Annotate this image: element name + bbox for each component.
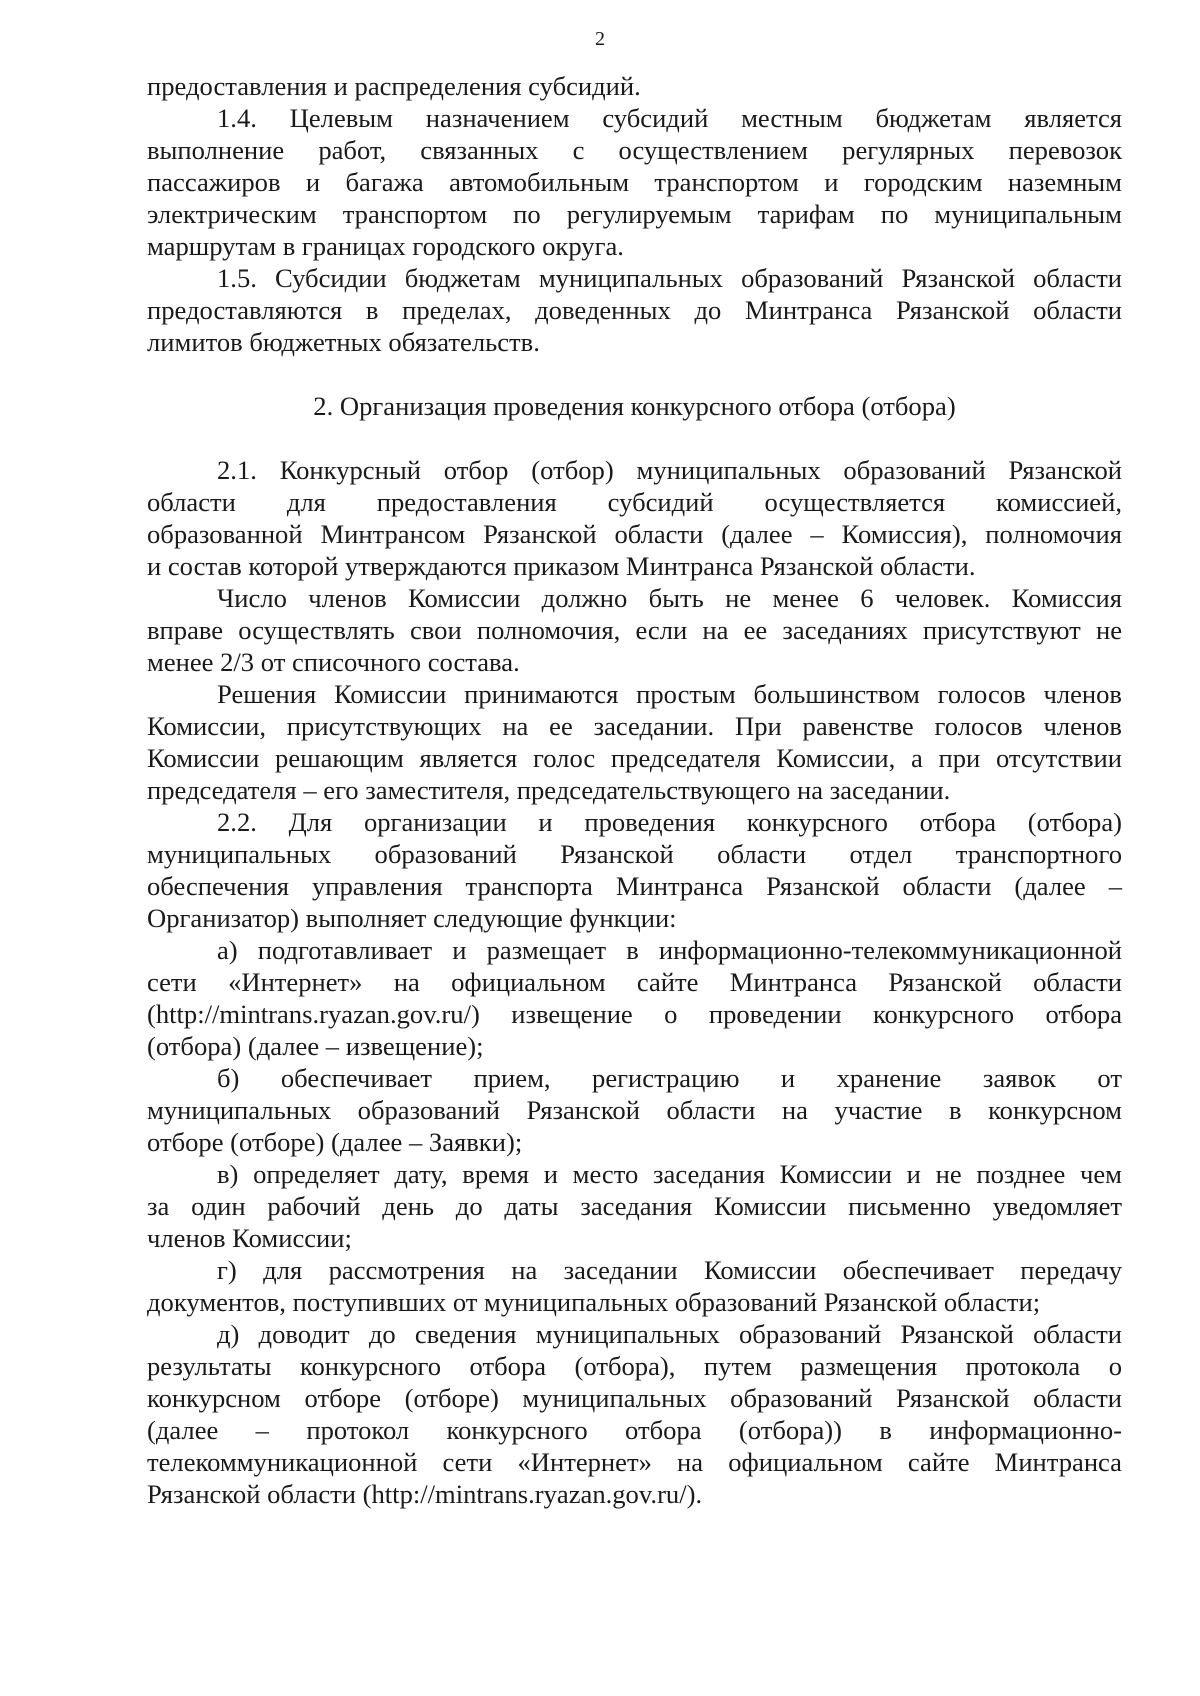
text-line: маршрутам в границах городского округа. [147,231,624,261]
list-item-a-line: а) подготавливает и размещает в информационно-телекоммуникационной [217,935,1122,965]
list-item-g-line: г) для рассмотрения на заседании Комиссии обеспечивает передачу [217,1255,1122,1285]
text-line: обеспечения управления транспорта Минтранса Рязанской области (далее – [147,871,1122,901]
text-line: пассажиров и багажа автомобильным транспортом и городским наземным [147,167,1122,197]
text-line: за один рабочий день до даты заседания Комиссии письменно уведомляет [147,1191,1122,1221]
text-line: образованной Минтрансом Рязанской области (далее – Комиссия), полномочия [147,519,1122,549]
text-line: и состав которой утверждаются приказом Минтранса Рязанской области. [147,551,976,581]
text-line: Комиссии решающим является голос председателя Комиссии, а при отсутствии [147,743,1122,773]
blank-line [147,358,1122,390]
text-line: результаты конкурсного отбора (отбора), путем размещения протокола о [147,1351,1122,1381]
text-line: Организатор) выполняет следующие функции: [147,903,677,933]
page-number: 2 [595,28,605,50]
section-heading: 2. Организация проведения конкурсного отбора (отбора) [313,391,956,421]
text-line: конкурсном отборе (отборе) муниципальных образований Рязанской области [147,1383,1122,1413]
text-line: отборе (отборе) (далее – Заявки); [147,1127,523,1157]
paragraph-line: Решения Комиссии принимаются простым большинством голосов членов [217,679,1122,709]
text-line: менее 2/3 от списочного состава. [147,647,520,677]
text-line: предоставления и распределения субсидий. [147,71,641,101]
paragraph-2-2-line: 2.2. Для организации и проведения конкурсного отбора (отбора) [217,807,1122,837]
text-line: электрическим транспортом по регулируемым тарифам по муниципальным [147,199,1122,229]
document-body [147,70,1122,1510]
paragraph-1-4-line: 1.4. Целевым назначением субсидий местным бюджетам является [217,103,1122,133]
text-line: сети «Интернет» на официальном сайте Минтранса Рязанской области [147,967,1122,997]
list-item-d-line: д) доводит до сведения муниципальных образований Рязанской области [217,1319,1122,1349]
text-line: (далее – протокол конкурсного отбора (отбора)) в информационно- [147,1415,1122,1445]
text-line: предоставляются в пределах, доведенных до Минтранса Рязанской области [147,295,1122,325]
text-line: Комиссии, присутствующих на ее заседании. При равенстве голосов членов [147,711,1122,741]
paragraph-2-1-line: 2.1. Конкурсный отбор (отбор) муниципальных образований Рязанской [217,455,1122,485]
list-item-b-line: б) обеспечивает прием, регистрацию и хранение заявок от [217,1063,1122,1093]
text-line: (http://mintrans.ryazan.gov.ru/) извещение о проведении конкурсного отбора [147,999,1122,1029]
text-line: документов, поступивших от муниципальных образований Рязанской области; [147,1287,1041,1317]
paragraph-line: Число членов Комиссии должно быть не менее 6 человек. Комиссия [217,583,1122,613]
paragraph-1-5-line: 1.5. Субсидии бюджетам муниципальных образований Рязанской области [217,263,1122,293]
list-item-v-line: в) определяет дату, время и место заседания Комиссии и не позднее чем [217,1159,1122,1189]
text-line: (отбора) (далее – извещение); [147,1031,484,1061]
text-line: членов Комиссии; [147,1223,352,1253]
text-line: председателя – его заместителя, председательствующего на заседании. [147,775,951,805]
text-line: вправе осуществлять свои полномочия, если на ее заседаниях присутствуют не [147,615,1122,645]
text-line: телекоммуникационной сети «Интернет» на официальном сайте Минтранса [147,1447,1122,1477]
text-line: Рязанской области (http://mintrans.ryazan.gov.ru/). [147,1479,703,1509]
text-line: области для предоставления субсидий осуществляется комиссией, [147,487,1122,517]
text-line: муниципальных образований Рязанской области отдел транспортного [147,839,1122,869]
text-line: лимитов бюджетных обязательств. [147,327,540,357]
text-line: выполнение работ, связанных с осуществлением регулярных перевозок [147,135,1122,165]
blank-line [147,422,1122,454]
text-line: муниципальных образований Рязанской области на участие в конкурсном [147,1095,1122,1125]
